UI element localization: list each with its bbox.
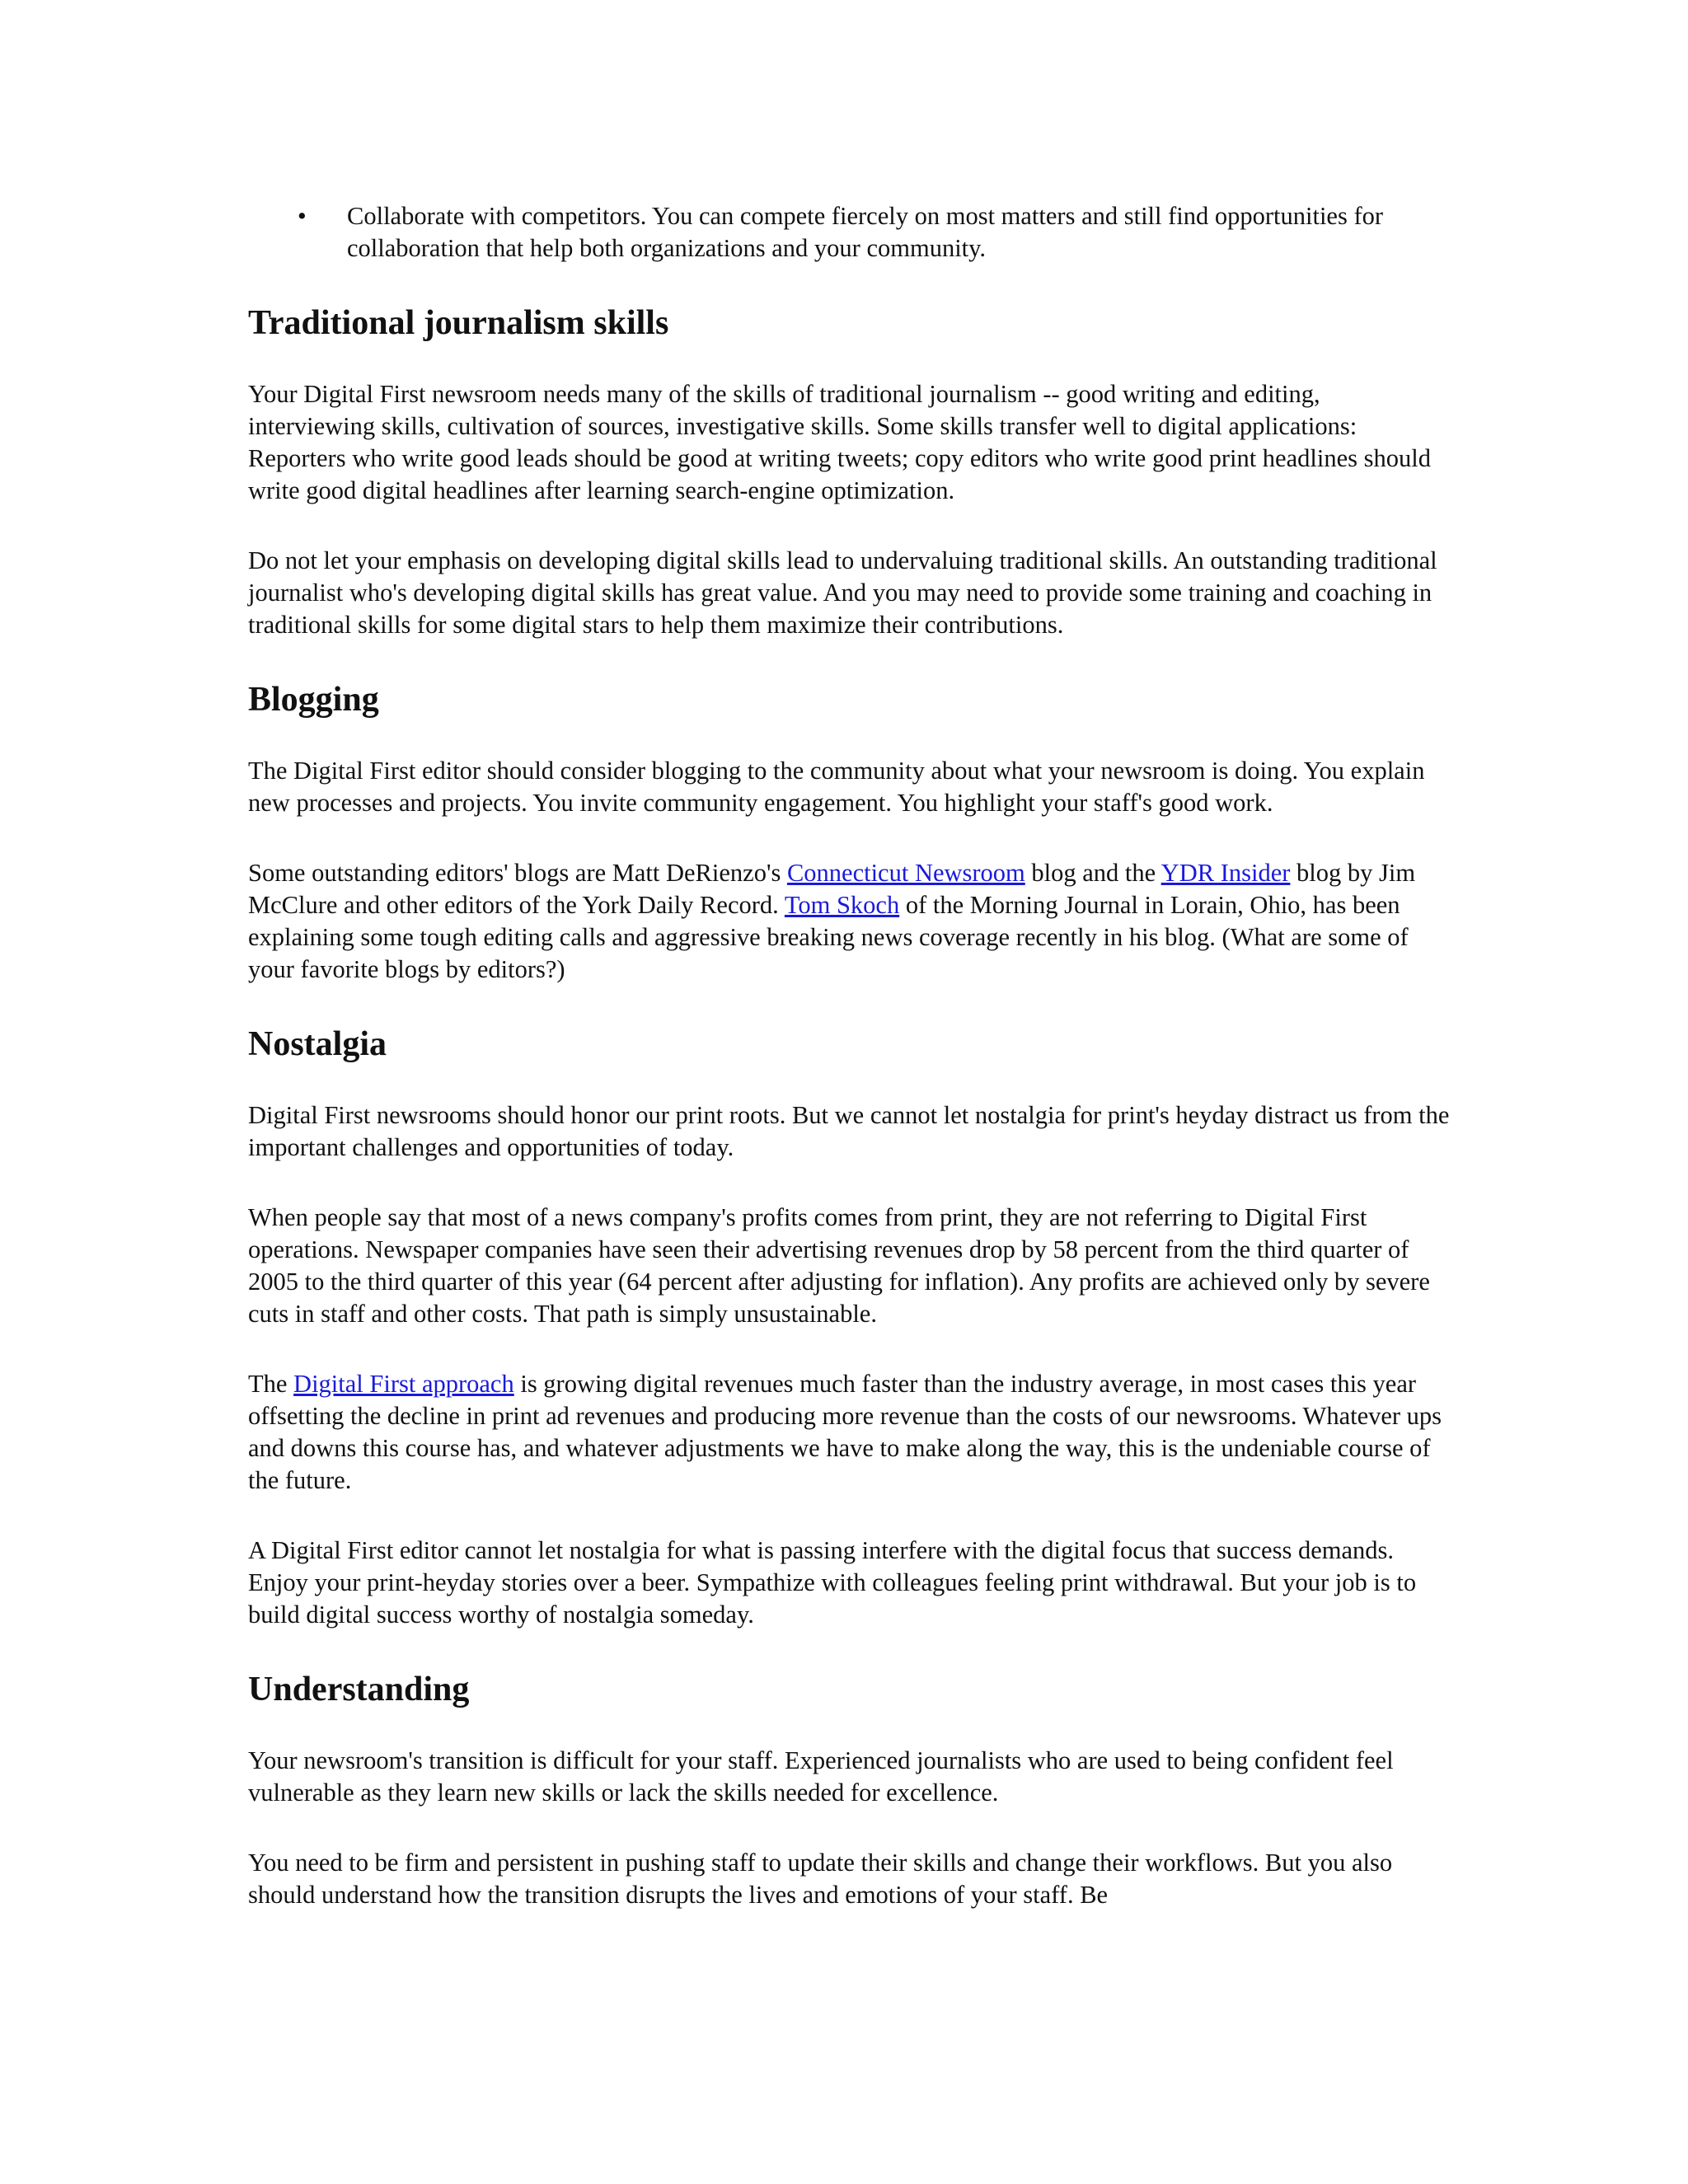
text-run: The [248, 1370, 294, 1398]
text-run: blog and the [1025, 859, 1161, 887]
ydr-insider-link[interactable]: YDR Insider [1160, 859, 1291, 887]
paragraph: A Digital First editor cannot let nostalgia for what is passing interfere with the digital focus that success demands. Enjoy your print-heyday stories over a beer. Sympathize with colleagues feeling print withdrawal. But your job is to build digital success worthy of nostalgia someday. [248, 1536, 1417, 1629]
text-run: of the Morning Journal in Lorain, Ohio, has been explaining some tough editing calls and aggressive breaking news coverage recently in his blog. (What are some of your favorite blogs by editors?) [248, 891, 1409, 983]
text-run: blog by Jim McClure and other editors of the York Daily Record. [248, 859, 1416, 919]
heading-blogging: Blogging [248, 681, 379, 719]
paragraph: The Digital First editor should consider blogging to the community about what your newsroom is doing. You explain new processes and projects. You invite community engagement. You highlight your staff's good work. [248, 757, 1425, 817]
list-item [248, 200, 1451, 265]
text-run: is growing digital revenues much faster than the industry average, in most cases this year offsetting the decline in print ad revenues and producing more revenue than the costs of our newsrooms. Whatever ups and downs this course has, and whatever adjustments we have to make along the way, this is the undeniable course of the future. [248, 1370, 1442, 1494]
paragraph: Your Digital First newsroom needs many of the skills of traditional journalism -- good writing and editing, interviewing skills, cultivation of sources, investigative skills. Some skills transfer well to digital applications: Reporters who write good leads should be good at writing tweets; copy editors who write good print headlines should write good digital headlines after learning search-engine optimization. [248, 380, 1431, 504]
paragraph: Do not let your emphasis on developing digital skills lead to undervaluing traditional skills. An outstanding traditional journalist who's developing digital skills has great value. And you may need to provide some training and coaching in traditional skills for some digital stars to help them maximize their contributions. [248, 546, 1437, 639]
text-run: Some outstanding editors' blogs are Matt DeRienzo's [248, 859, 787, 887]
paragraph: Your newsroom's transition is difficult for your staff. Experienced journalists who are used to being confident feel vulnerable as they learn new skills or lack the skills needed for excellence. [248, 1746, 1394, 1807]
heading-nostalgia: Nostalgia [248, 1025, 387, 1063]
paragraph: You need to be firm and persistent in pushing staff to update their skills and change their workflows. But you also should understand how the transition disrupts the lives and emotions of your staff. Be [248, 1849, 1393, 1909]
tom-skoch-link[interactable]: Tom Skoch [784, 891, 900, 919]
heading-traditional-journalism-skills: Traditional journalism skills [248, 304, 669, 342]
paragraph: When people say that most of a news company's profits comes from print, they are not referring to Digital First operations. Newspaper companies have seen their advertising revenues drop by 58 percent from the third quarter of 2005 to the third quarter of this year (64 percent after adjusting for inflation). Any profits are achieved only by severe cuts in staff and other costs. That path is simply unsustainable. [248, 1203, 1430, 1328]
bullet-text: Collaborate with competitors. You can compete fiercely on most matters and still find opportunities for collaboration that help both organizations and your community. [347, 202, 1384, 262]
document-page [248, 200, 1451, 1911]
bullet-icon: • [298, 202, 307, 230]
paragraph-with-link [248, 1368, 1451, 1497]
digital-first-approach-link[interactable]: Digital First approach [293, 1370, 514, 1398]
bullet-list [248, 200, 1451, 265]
connecticut-newsroom-link[interactable]: Connecticut Newsroom [786, 859, 1025, 887]
heading-understanding: Understanding [248, 1671, 470, 1708]
paragraph: Digital First newsrooms should honor our print roots. But we cannot let nostalgia for print's heyday distract us from the important challenges and opportunities of today. [248, 1101, 1450, 1161]
paragraph-with-links [248, 857, 1451, 986]
